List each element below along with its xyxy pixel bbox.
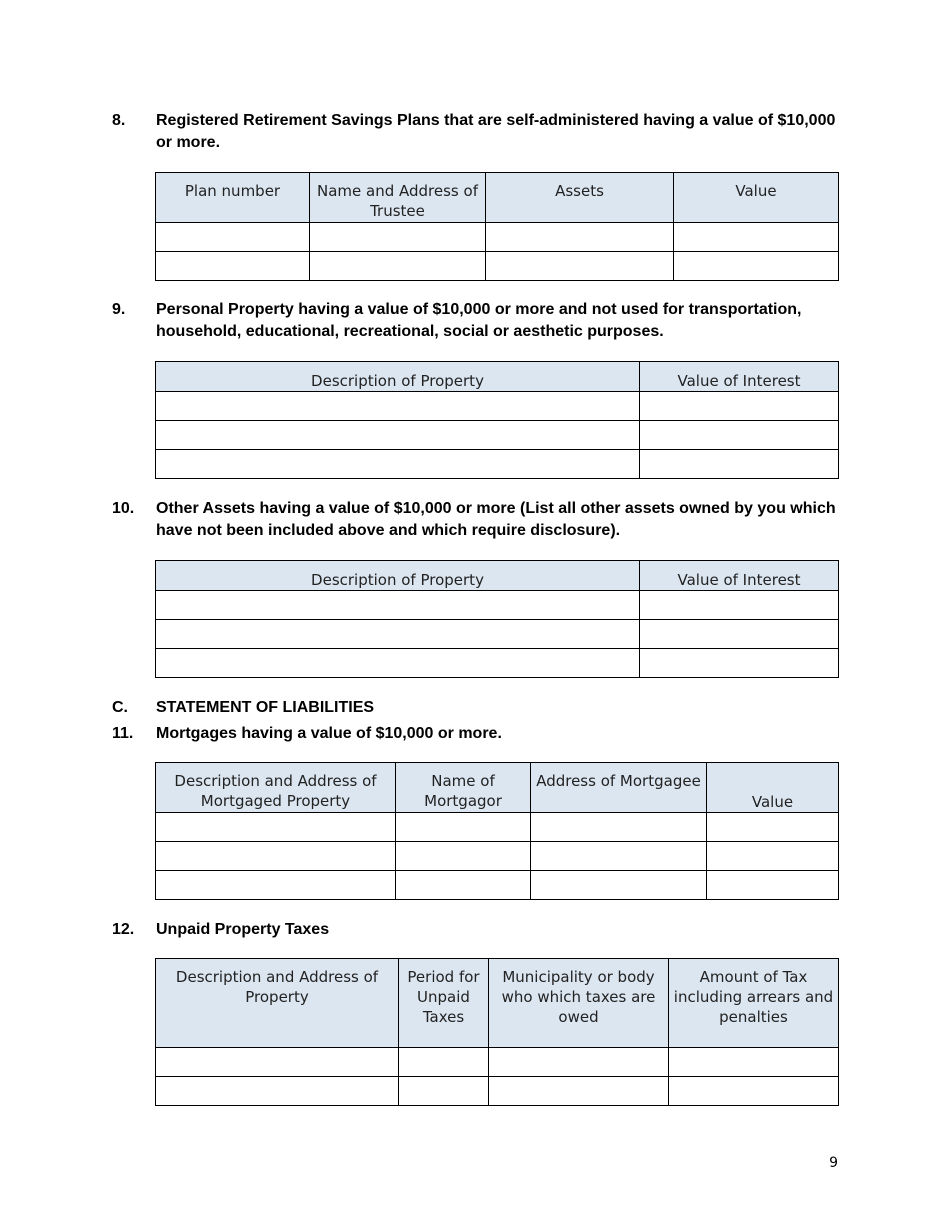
table-row [156,813,839,842]
section-8-number: 8. [112,112,126,129]
input-cell[interactable] [156,1048,399,1077]
section-11-title: Mortgages having a value of $10,000 or more. [156,725,502,742]
input-cell[interactable] [640,649,839,678]
input-cell[interactable] [486,252,674,281]
input-cell[interactable] [156,591,640,620]
header-value: Value [707,763,839,813]
input-cell[interactable] [531,842,707,871]
section-10-title: Other Assets having a value of $10,000 or more (List all other assets owned by you which have not been included above and which require disclosure). [156,500,836,539]
input-cell[interactable] [640,421,839,450]
input-cell[interactable] [399,1048,489,1077]
header-plan-number: Plan number [156,173,310,223]
input-cell[interactable] [156,1077,399,1106]
input-cell[interactable] [640,591,839,620]
section-c-letter: C. [112,699,128,716]
table-row [156,392,839,421]
page-number: 9 [829,1155,838,1171]
input-cell[interactable] [156,842,396,871]
input-cell[interactable] [399,1077,489,1106]
input-cell[interactable] [531,813,707,842]
header-description: Description of Property [156,561,640,591]
header-mortgaged-property: Description and Address of Mortgaged Property [156,763,396,813]
input-cell[interactable] [707,842,839,871]
table-row [156,450,839,479]
input-cell[interactable] [674,223,839,252]
input-cell[interactable] [707,813,839,842]
table-row [156,421,839,450]
input-cell[interactable] [156,871,396,900]
property-taxes-table [155,958,839,1106]
input-cell[interactable] [156,421,640,450]
input-cell[interactable] [640,450,839,479]
header-value-of-interest: Value of Interest [640,561,839,591]
table-row [156,871,839,900]
personal-property-table [155,361,839,479]
header-trustee: Name and Address of Trustee [310,173,486,223]
header-period: Period for Unpaid Taxes [399,959,489,1048]
header-mortgagor: Name of Mortgagor [396,763,531,813]
input-cell[interactable] [486,223,674,252]
table-row [156,1077,839,1106]
input-cell[interactable] [674,252,839,281]
header-property: Description and Address of Property [156,959,399,1048]
input-cell[interactable] [531,871,707,900]
table-row [156,842,839,871]
input-cell[interactable] [640,392,839,421]
input-cell[interactable] [156,450,640,479]
input-cell[interactable] [396,871,531,900]
header-amount-of-tax: Amount of Tax including arrears and penalties [669,959,839,1048]
section-9-title: Personal Property having a value of $10,000 or more and not used for transportation, household, educational, recreational, social or aesthetic purposes. [156,301,802,340]
header-assets: Assets [486,173,674,223]
section-9-number: 9. [112,301,126,318]
rrsp-table [155,172,839,281]
input-cell[interactable] [156,620,640,649]
input-cell[interactable] [310,223,486,252]
table-row [156,223,839,252]
section-c-title: STATEMENT OF LIABILITIES [156,699,375,716]
table-row [156,620,839,649]
header-municipality: Municipality or body who which taxes are owed [489,959,669,1048]
input-cell[interactable] [489,1048,669,1077]
table-row [156,649,839,678]
header-value-of-interest: Value of Interest [640,362,839,392]
input-cell[interactable] [396,813,531,842]
input-cell[interactable] [707,871,839,900]
header-description: Description of Property [156,362,640,392]
input-cell[interactable] [156,223,310,252]
input-cell[interactable] [156,649,640,678]
table-row [156,591,839,620]
header-value: Value [674,173,839,223]
input-cell[interactable] [310,252,486,281]
section-11-number: 11. [112,725,134,742]
section-8-title: Registered Retirement Savings Plans that are self-administered having a value of $10,000 or more. [156,112,836,151]
table-row [156,252,839,281]
input-cell[interactable] [669,1077,839,1106]
input-cell[interactable] [156,252,310,281]
input-cell[interactable] [156,813,396,842]
other-assets-table [155,560,839,678]
input-cell[interactable] [669,1048,839,1077]
header-mortgagee: Address of Mortgagee [531,763,707,813]
input-cell[interactable] [640,620,839,649]
mortgages-table [155,762,839,900]
table-row [156,1048,839,1077]
input-cell[interactable] [489,1077,669,1106]
section-10-number: 10. [112,500,135,517]
section-12-title: Unpaid Property Taxes [156,921,330,938]
input-cell[interactable] [156,392,640,421]
section-12-number: 12. [112,921,135,938]
input-cell[interactable] [396,842,531,871]
